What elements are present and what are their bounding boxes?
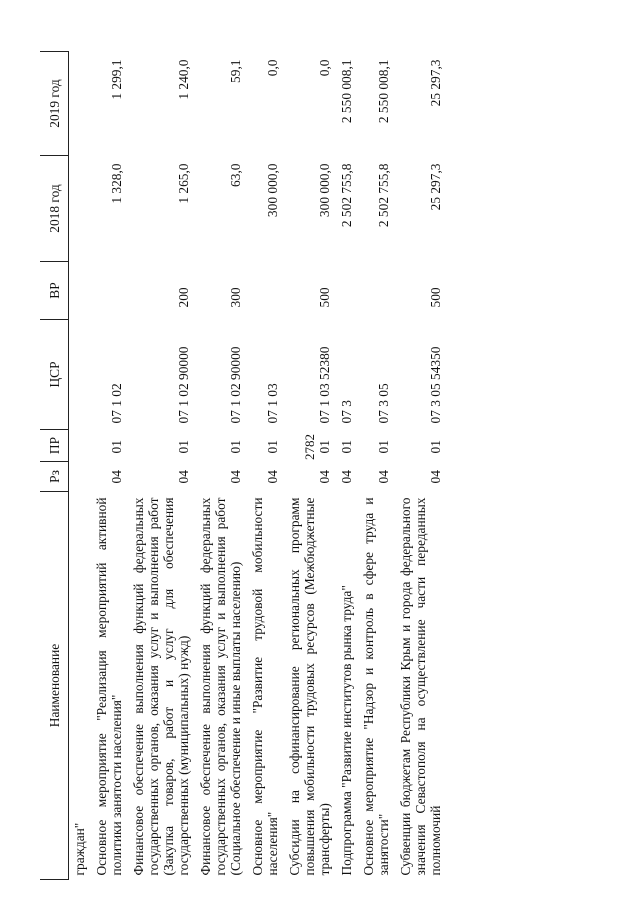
row-2019: 2 550 008,1 (376, 59, 391, 124)
row-name: Основное мероприятие "Реализация мероприятий активной политики занятости населения" (94, 497, 124, 876)
row-vr (69, 262, 92, 320)
row-2018: 300 000,0 (317, 163, 332, 218)
row-name: Основное мероприятие "Развитие трудовой мобильности населения" (250, 497, 280, 876)
row-2018: 1 328,0 (109, 163, 124, 204)
table-row (395, 52, 447, 880)
row-vr: 500 (428, 287, 443, 308)
row-vr: 200 (176, 287, 191, 308)
row-csr: 07 1 03 52380 (317, 346, 332, 424)
row-csr: 07 1 02 90000 (228, 346, 243, 424)
row-rz: 04 (265, 470, 280, 484)
row-name: Основное мероприятие "Надзор и контроль в сфере труда и занятости" (361, 497, 391, 876)
row-vr: 500 (317, 287, 332, 308)
header-2019: 2019 год (40, 52, 69, 156)
row-pr: 01 (109, 440, 124, 454)
row-2019 (69, 52, 92, 156)
row-pr: 01 (228, 440, 243, 454)
row-name: граждан" (72, 822, 87, 876)
row-rz: 04 (376, 470, 391, 484)
row-vr (358, 262, 395, 320)
row-pr: 01 (265, 440, 280, 454)
row-2018: 2 502 755,8 (376, 163, 391, 228)
row-2019: 0,0 (265, 59, 280, 77)
row-vr (247, 262, 284, 320)
row-2019: 59,1 (228, 59, 243, 83)
row-rz: 04 (428, 470, 443, 484)
row-rz: 04 (317, 470, 332, 484)
row-vr (91, 262, 128, 320)
row-vr: 300 (228, 287, 243, 308)
row-pr (69, 430, 92, 462)
row-csr: 07 1 02 90000 (176, 346, 191, 424)
header-rz: Рз (40, 462, 69, 492)
row-rz: 04 (176, 470, 191, 484)
table-row (128, 52, 195, 880)
row-name: Финансовое обеспечение выполнения функций федеральных государственных органов, оказания услуг и выполнения работ (Социальное обеспечение и иные выплаты населению) (198, 497, 243, 876)
row-rz: 04 (228, 470, 243, 484)
row-pr: 01 (176, 440, 191, 454)
table-row (247, 52, 284, 880)
row-vr (336, 262, 358, 320)
row-name: Подпрограмма "Развитие институтов рынка труда" (339, 585, 354, 876)
row-2019: 0,0 (317, 59, 332, 77)
table-row (69, 52, 92, 880)
row-2019: 25 297,3 (428, 59, 443, 107)
header-pr: ПР (40, 430, 69, 462)
row-name: Финансовое обеспечение выполнения функций федеральных государственных органов, оказания услуг и выполнения работ (Закупка товаров, работ и услуг для обеспечения государственных (муниципальных) нужд) (131, 497, 191, 876)
rotated-budget-table (40, 40, 610, 880)
row-pr: 01 (339, 440, 354, 454)
row-csr: 07 1 02 (109, 383, 124, 424)
header-2018: 2018 год (40, 156, 69, 262)
row-2018: 2 502 755,8 (339, 163, 354, 228)
table-header-row (40, 52, 69, 880)
row-rz: 04 (339, 470, 354, 484)
row-2018: 300 000,0 (265, 163, 280, 218)
table-row (358, 52, 395, 880)
header-name: Наименование (40, 492, 69, 880)
row-csr: 07 3 (339, 400, 354, 424)
row-2018: 1 265,0 (176, 163, 191, 204)
row-csr: 07 3 05 54350 (428, 346, 443, 424)
header-csr: ЦСР (40, 320, 69, 430)
budget-table (40, 51, 447, 880)
table-row (284, 52, 336, 880)
row-csr: 07 1 03 (265, 383, 280, 424)
table-row (195, 52, 247, 880)
page-number: 2782 (302, 434, 317, 460)
row-2019: 1 299,1 (109, 59, 124, 100)
row-csr: 07 3 05 (376, 383, 391, 424)
row-name: Субсидии на софинансирование региональных программ повышения мобильности трудовых ресурсов (Межбюджетные трансферты) (287, 497, 332, 876)
row-pr: 01 (376, 440, 391, 454)
row-2018: 63,0 (228, 163, 243, 187)
table-row (336, 52, 358, 880)
row-pr: 01 (428, 440, 443, 454)
row-2019: 1 240,0 (176, 59, 191, 100)
row-pr: 01 (317, 440, 332, 454)
row-2018 (69, 156, 92, 262)
row-rz (69, 462, 92, 492)
row-rz: 04 (109, 470, 124, 484)
row-2018: 25 297,3 (428, 163, 443, 211)
row-csr (69, 320, 92, 430)
table-row (91, 52, 128, 880)
row-name: Субвенции бюджетам Республики Крым и города федерального значения Севастополя на осуществление части переданных полномочий (398, 497, 443, 876)
row-2019: 2 550 008,1 (339, 59, 354, 124)
header-vr: ВР (40, 262, 69, 320)
